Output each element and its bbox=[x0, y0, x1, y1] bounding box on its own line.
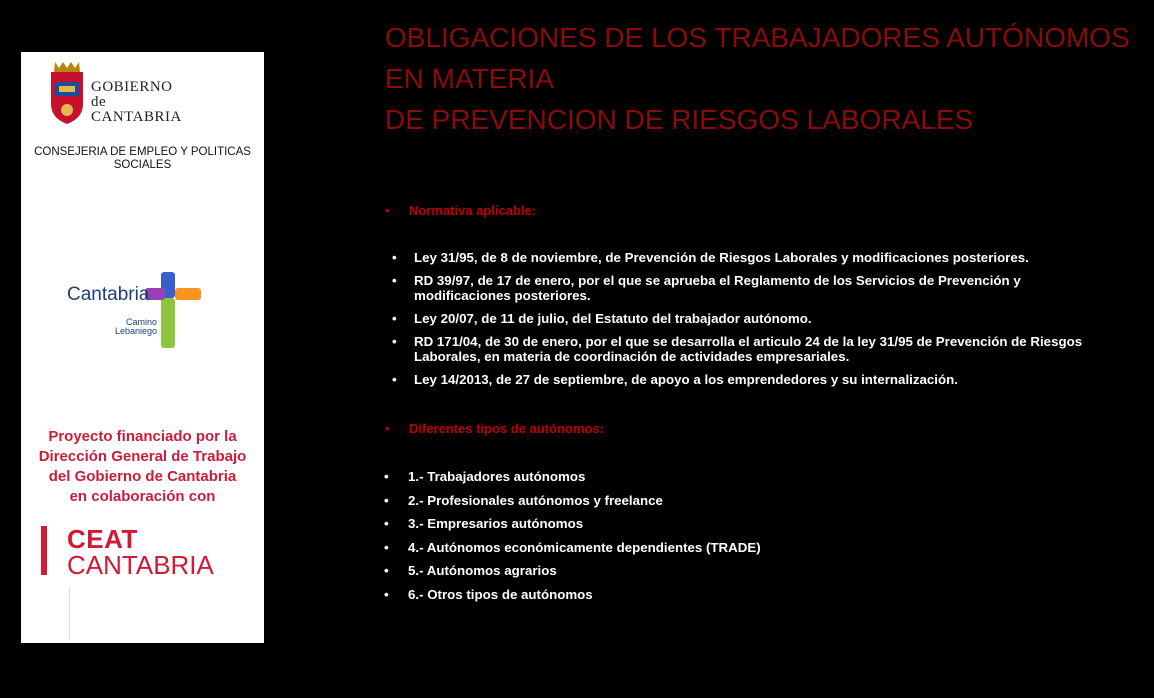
section-heading-tipos: • Diferentes tipos de autónomos: bbox=[385, 421, 605, 436]
title-line-1: OBLIGACIONES DE LOS TRABAJADORES AUTÓNOMOS bbox=[385, 22, 1130, 53]
normativa-heading-text: Normativa aplicable: bbox=[409, 203, 537, 218]
consejeria-label bbox=[21, 146, 264, 172]
item-text: Ley 14/2013, de 27 de septiembre, de apoyo a los emprendedores y su internalización. bbox=[414, 372, 958, 387]
list-item: • 2.- Profesionales autónomos y freelance bbox=[384, 493, 884, 517]
list-item bbox=[392, 311, 1132, 326]
cantabria-camino-lebaniego-logo bbox=[67, 272, 217, 352]
proyecto-line-1: Proyecto financiado por la bbox=[48, 428, 237, 445]
gobierno-cantabria-logo bbox=[47, 58, 247, 128]
list-item bbox=[392, 372, 1132, 387]
ceat-cantabria-word: CANTABRIA bbox=[67, 550, 214, 580]
gobierno-line: GOBIERNO bbox=[91, 79, 173, 95]
list-item: • 1.- Trabajadores autónomos bbox=[384, 469, 884, 493]
list-item: • 3.- Empresarios autónomos bbox=[384, 516, 884, 540]
item-text: RD 171/04, de 30 de enero, por el que se desarrolla el articulo 24 de la ley 31/95 de Prevención de Riesgos bbox=[414, 334, 1083, 349]
list-item bbox=[392, 334, 1132, 364]
section-heading-normativa: • Normativa aplicable: bbox=[385, 203, 537, 218]
crest-icon bbox=[47, 58, 87, 126]
divider bbox=[69, 587, 70, 639]
item-text-cont: modificaciones posteriores. bbox=[414, 288, 591, 303]
proyecto-financiado-text bbox=[21, 427, 264, 507]
normativa-list bbox=[392, 250, 1132, 387]
item-text: RD 39/97, de 17 de enero, por el que se aprueba el Reglamento de los Servicios de Prevención y bbox=[414, 273, 1021, 288]
proyecto-line-2: Dirección General de Trabajo bbox=[38, 448, 247, 465]
de-line: de bbox=[91, 94, 107, 110]
sidebar-panel bbox=[21, 52, 264, 643]
consejeria-line-2: SOCIALES bbox=[113, 159, 172, 171]
plus-vertical-icon bbox=[161, 272, 175, 348]
proyecto-line-3: del Gobierno de Cantabria bbox=[48, 468, 237, 485]
lebaniego-word: Lebaniego bbox=[115, 326, 158, 336]
page-title bbox=[385, 17, 1145, 140]
list-item: • 5.- Autónomos agrarios bbox=[384, 563, 884, 587]
proyecto-line-4: en colaboración con bbox=[69, 488, 216, 505]
ceat-cantabria-logo bbox=[41, 526, 241, 586]
item-text: Ley 20/07, de 11 de julio, del Estatuto del trabajador autónomo. bbox=[414, 311, 812, 326]
title-line-3: DE PREVENCION DE RIESGOS LABORALES bbox=[385, 104, 974, 135]
item-text-cont: Laborales, en materia de coordinación de actividades empresariales. bbox=[414, 349, 850, 364]
item-text: Ley 31/95, de 8 de noviembre, de Prevención de Riesgos Laborales y modificaciones posteriores. bbox=[414, 250, 1029, 265]
ceat-bar-icon bbox=[41, 526, 47, 575]
cantabria-word: Cantabria bbox=[67, 284, 150, 305]
list-item bbox=[392, 273, 1132, 303]
list-item bbox=[392, 250, 1132, 265]
list-item: • 6.- Otros tipos de autónomos bbox=[384, 587, 884, 611]
cantabria-line: CANTABRIA bbox=[91, 109, 182, 125]
plus-horizontal-icon bbox=[145, 288, 201, 300]
title-line-2: EN MATERIA bbox=[385, 63, 555, 94]
consejeria-line-1: CONSEJERIA DE EMPLEO Y POLITICAS bbox=[34, 146, 251, 158]
list-item: • 4.- Autónomos económicamente dependientes (TRADE) bbox=[384, 540, 884, 564]
ceat-word: CEAT bbox=[67, 524, 138, 554]
camino-lebaniego-text bbox=[115, 318, 157, 336]
tipos-heading-text: Diferentes tipos de autónomos: bbox=[409, 421, 605, 436]
tipos-list bbox=[384, 469, 884, 611]
camino-word: Camino bbox=[126, 317, 158, 327]
